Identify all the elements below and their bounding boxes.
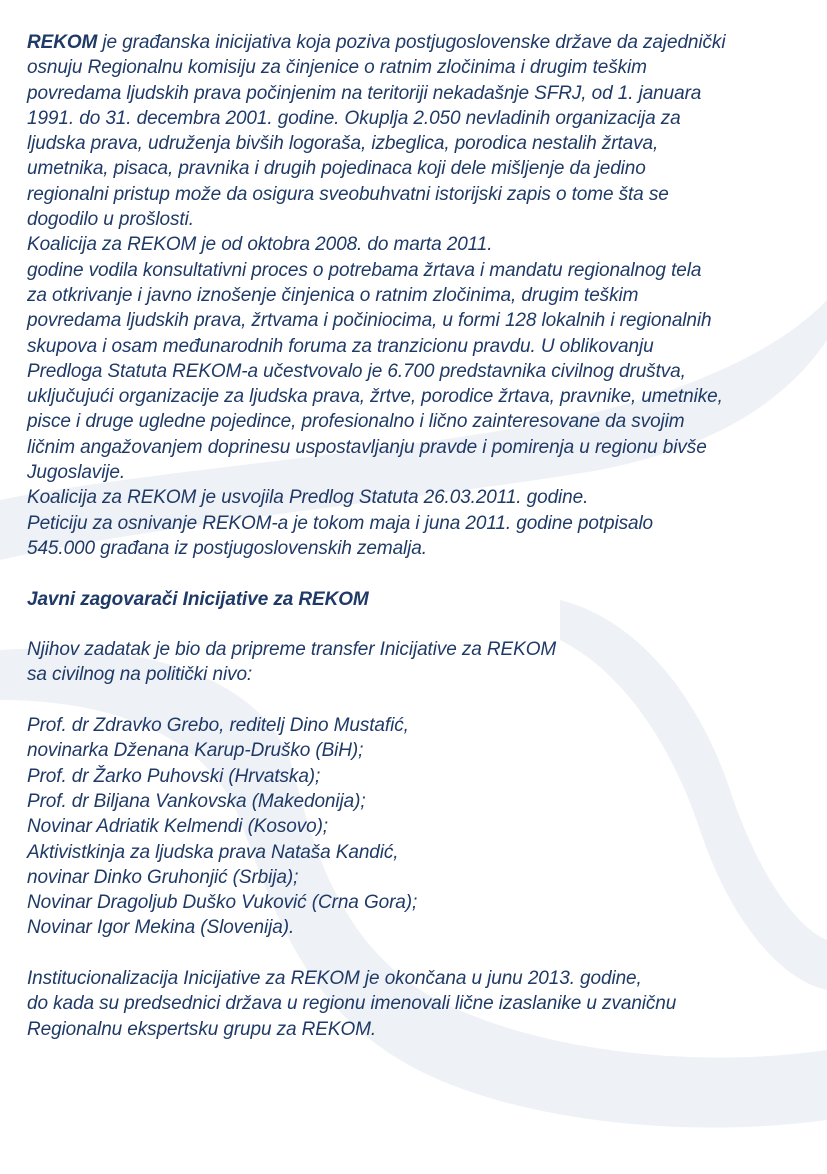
intro-line: Koalicija za REKOM je od oktobra 2008. do marta 2011.	[27, 234, 493, 256]
intro-line: Predloga Statuta REKOM-a učestvovalo je 6.700 predstavnika civilnog društva,	[27, 360, 686, 382]
intro-line: pisce i druge ugledne pojedince, profesionalno i lično zainteresovane da svojim	[27, 411, 685, 433]
advocates-task-line: Njihov zadatak je bio da pripreme transfer Inicijative za REKOM	[27, 639, 557, 661]
intro-line: godine vodila konsultativni proces o potrebama žrtava i mandatu regionalnog tela	[27, 259, 702, 281]
text-content	[27, 30, 817, 1042]
advocates-task-line: sa civilnog na politički nivo:	[27, 664, 253, 686]
closing-line: do kada su predsednici država u regionu imenovali lične izaslanike u zvaničnu	[27, 993, 677, 1015]
advocates-heading: Javni zagovarači Inicijative za REKOM	[27, 588, 369, 610]
intro-line: povredama ljudskih prava počinjenim na teritoriji nekadašnje SFRJ, od 1. januara	[27, 82, 702, 104]
intro-line: 1991. do 31. decembra 2001. godine. Okuplja 2.050 nevladinih organizacija za	[27, 107, 681, 129]
intro-line: uključujući organizacije za ljudska prava, žrtve, porodice žrtava, pravnike, umetnike,	[27, 386, 723, 408]
intro-line: Jugoslavije.	[27, 462, 126, 484]
intro-line: osnuju Regionalnu komisiju za činjenice o ratnim zločinima i drugim teškim	[27, 57, 647, 79]
paragraph-gap	[27, 561, 817, 586]
intro-line: regionalni pristup može da osigura sveobuhvatni istorijski zapis o tome šta se	[27, 183, 669, 205]
paragraph-gap	[27, 688, 817, 713]
closing-line: Institucionalizacija Inicijative za REKOM je okončana u junu 2013. godine,	[27, 967, 642, 989]
closing-line: Regionalnu ekspertsku grupu za REKOM.	[27, 1018, 377, 1040]
advocate-person-line: novinar Dinko Gruhonjić (Srbija);	[27, 866, 299, 888]
intro-first-line-rest: je građanska inicijativa koja poziva postjugoslovenske države da zajednički	[97, 32, 726, 53]
advocate-person-line: Aktivistkinja za ljudska prava Nataša Kandić,	[27, 841, 399, 863]
intro-line: Peticiju za osnivanje REKOM-a je tokom maja i juna 2011. godine potpisalo	[27, 512, 654, 534]
intro-line: povredama ljudskih prava, žrtvama i počiniocima, u formi 128 lokalnih i regionalnih	[27, 310, 712, 332]
intro-line: ličnim angažovanjem doprinesu uspostavljanju pravde i pomirenja u regionu bivše	[27, 436, 707, 458]
intro-first-line	[27, 30, 817, 55]
paragraph-gap	[27, 612, 817, 637]
intro-line: ljudska prava, udruženja bivših logoraša, izbeglica, porodica nestalih žrtava,	[27, 133, 659, 155]
intro-line: skupova i osam međunarodnih foruma za tranzicionu pravdu. U oblikovanju	[27, 335, 654, 357]
advocate-person-line: Prof. dr Žarko Puhovski (Hrvatska);	[27, 765, 321, 787]
paragraph-gap	[27, 941, 817, 966]
rekom-bold-lead: REKOM	[27, 32, 98, 53]
intro-line: Koalicija za REKOM je usvojila Predlog Statuta 26.03.2011. godine.	[27, 487, 589, 509]
advocate-person-line: Prof. dr Biljana Vankovska (Makedonija);	[27, 790, 366, 812]
intro-line: dogodilo u prošlosti.	[27, 209, 194, 231]
intro-line: za otkrivanje i javno iznošenje činjenica o ratnim zločinima, drugim teškim	[27, 284, 639, 306]
advocate-person-line: Prof. dr Zdravko Grebo, reditelj Dino Mustafić,	[27, 715, 409, 737]
advocate-person-line: Novinar Igor Mekina (Slovenija).	[27, 917, 295, 939]
intro-line: umetnika, pisaca, pravnika i drugih pojedinaca koji dele mišljenje da jedino	[27, 158, 646, 180]
advocate-person-line: Novinar Dragoljub Duško Vuković (Crna Gora);	[27, 892, 418, 914]
intro-line: 545.000 građana iz postjugoslovenskih zemalja.	[27, 537, 427, 559]
advocate-person-line: Novinar Adriatik Kelmendi (Kosovo);	[27, 816, 328, 838]
advocate-person-line: novinarka Dženana Karup-Druško (BiH);	[27, 740, 364, 762]
